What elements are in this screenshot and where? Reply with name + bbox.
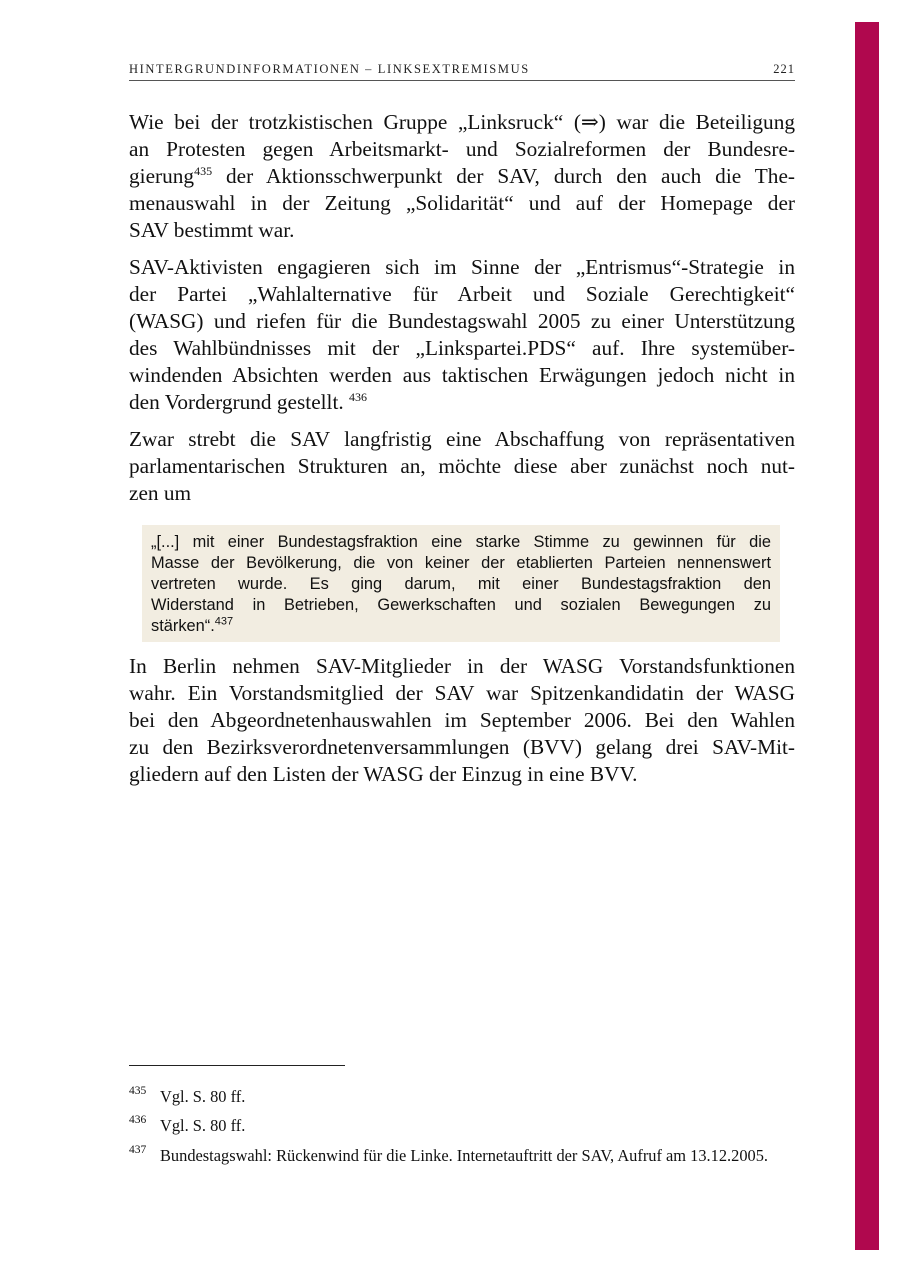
running-header <box>129 62 795 81</box>
text-line: der Partei „Wahlalternative für Arbeit und Soziale Gerechtigkeit“ <box>129 282 795 306</box>
footnote-number: 436 <box>129 1114 147 1126</box>
text-span: den Vordergrund gestellt. <box>129 390 350 414</box>
text-line: parlamentarischen Strukturen an, möchte diese aber zunächst noch nut- <box>129 454 795 478</box>
text-line: SAV bestimmt war. <box>129 218 295 242</box>
text-line <box>129 389 795 416</box>
text-line: wahr. Ein Vorstandsmitglied der SAV war Spitzenkandidatin der WASG <box>129 681 795 705</box>
footnote-436 <box>129 1115 795 1136</box>
paragraph-1 <box>129 109 795 244</box>
text-line: SAV-Aktivisten engagieren sich im Sinne der „Entrismus“-Strategie in <box>129 255 795 279</box>
block-quote <box>142 525 780 642</box>
paragraph-4 <box>129 653 795 788</box>
footnote-text: Vgl. S. 80 ff. <box>160 1087 246 1106</box>
footnote-435 <box>129 1086 795 1107</box>
running-title: HINTERGRUNDINFORMATIONEN – LINKSEXTREMISMUS <box>129 62 530 76</box>
footnote-number: 435 <box>129 1085 147 1097</box>
text-line: (WASG) und riefen für die Bundestagswahl 2005 zu einer Unterstützung <box>129 309 795 333</box>
footnote-ref-437[interactable]: 437 <box>214 615 234 628</box>
footnote-text: Bundestagswahl: Rückenwind für die Linke. Internetauftritt der SAV, Aufruf am 13.12.2005. <box>160 1146 769 1165</box>
quote-line <box>151 616 771 637</box>
quote-line: vertreten wurde. Es ging darum, mit einer Bundestagsfraktion den <box>151 575 771 593</box>
footnote-437 <box>129 1145 795 1166</box>
text-span: stärken“. <box>151 617 215 635</box>
quote-line: Masse der Bevölkerung, die von keiner der etablierten Parteien nennenswert <box>151 554 771 572</box>
quote-line: „[...] mit einer Bundestagsfraktion eine starke Stimme zu gewinnen für die <box>151 533 771 551</box>
footnote-ref-435[interactable]: 435 <box>194 163 213 178</box>
paragraph-2 <box>129 254 795 416</box>
quote-line: Widerstand in Betrieben, Gewerkschaften und sozialen Bewegungen zu <box>151 596 771 614</box>
text-line: Zwar strebt die SAV langfristig eine Abschaffung von repräsentativen <box>129 427 795 451</box>
footnote-text: Vgl. S. 80 ff. <box>160 1116 246 1135</box>
paragraph-3 <box>129 426 795 507</box>
text-line: Wie bei der trotzkistischen Gruppe „Linksruck“ (⇒) war die Beteiligung <box>129 110 795 134</box>
text-line: zen um <box>129 481 192 505</box>
text-line <box>129 163 795 190</box>
footnote-ref-436[interactable]: 436 <box>349 389 368 404</box>
text-line: menauswahl in der Zeitung „Solidarität“ und auf der Homepage der <box>129 191 795 215</box>
page-edge-color-bar <box>855 22 879 1250</box>
text-line: windenden Absichten werden aus taktischen Erwägungen jedoch nicht in <box>129 363 795 387</box>
text-span: der Aktionsschwerpunkt der SAV, durch den auch die The- <box>212 164 795 188</box>
text-line: In Berlin nehmen SAV-Mitglieder in der WASG Vorstandsfunktionen <box>129 654 795 678</box>
footnote-number: 437 <box>129 1144 147 1156</box>
text-line: gliedern auf den Listen der WASG der Einzug in eine BVV. <box>129 762 638 786</box>
text-line: an Protesten gegen Arbeitsmarkt- und Sozialreformen der Bundesre- <box>129 137 795 161</box>
text-line: des Wahlbündnisses mit der „Linkspartei.PDS“ auf. Ihre systemüber- <box>129 336 795 360</box>
text-line: bei den Abgeordnetenhauswahlen im September 2006. Bei den Wahlen <box>129 708 795 732</box>
text-span: gierung <box>129 164 195 188</box>
text-line: zu den Bezirksverordnetenversammlungen (BVV) gelang drei SAV-Mit- <box>129 735 795 759</box>
footnote-separator <box>129 1065 345 1066</box>
page-number: 221 <box>773 62 795 76</box>
